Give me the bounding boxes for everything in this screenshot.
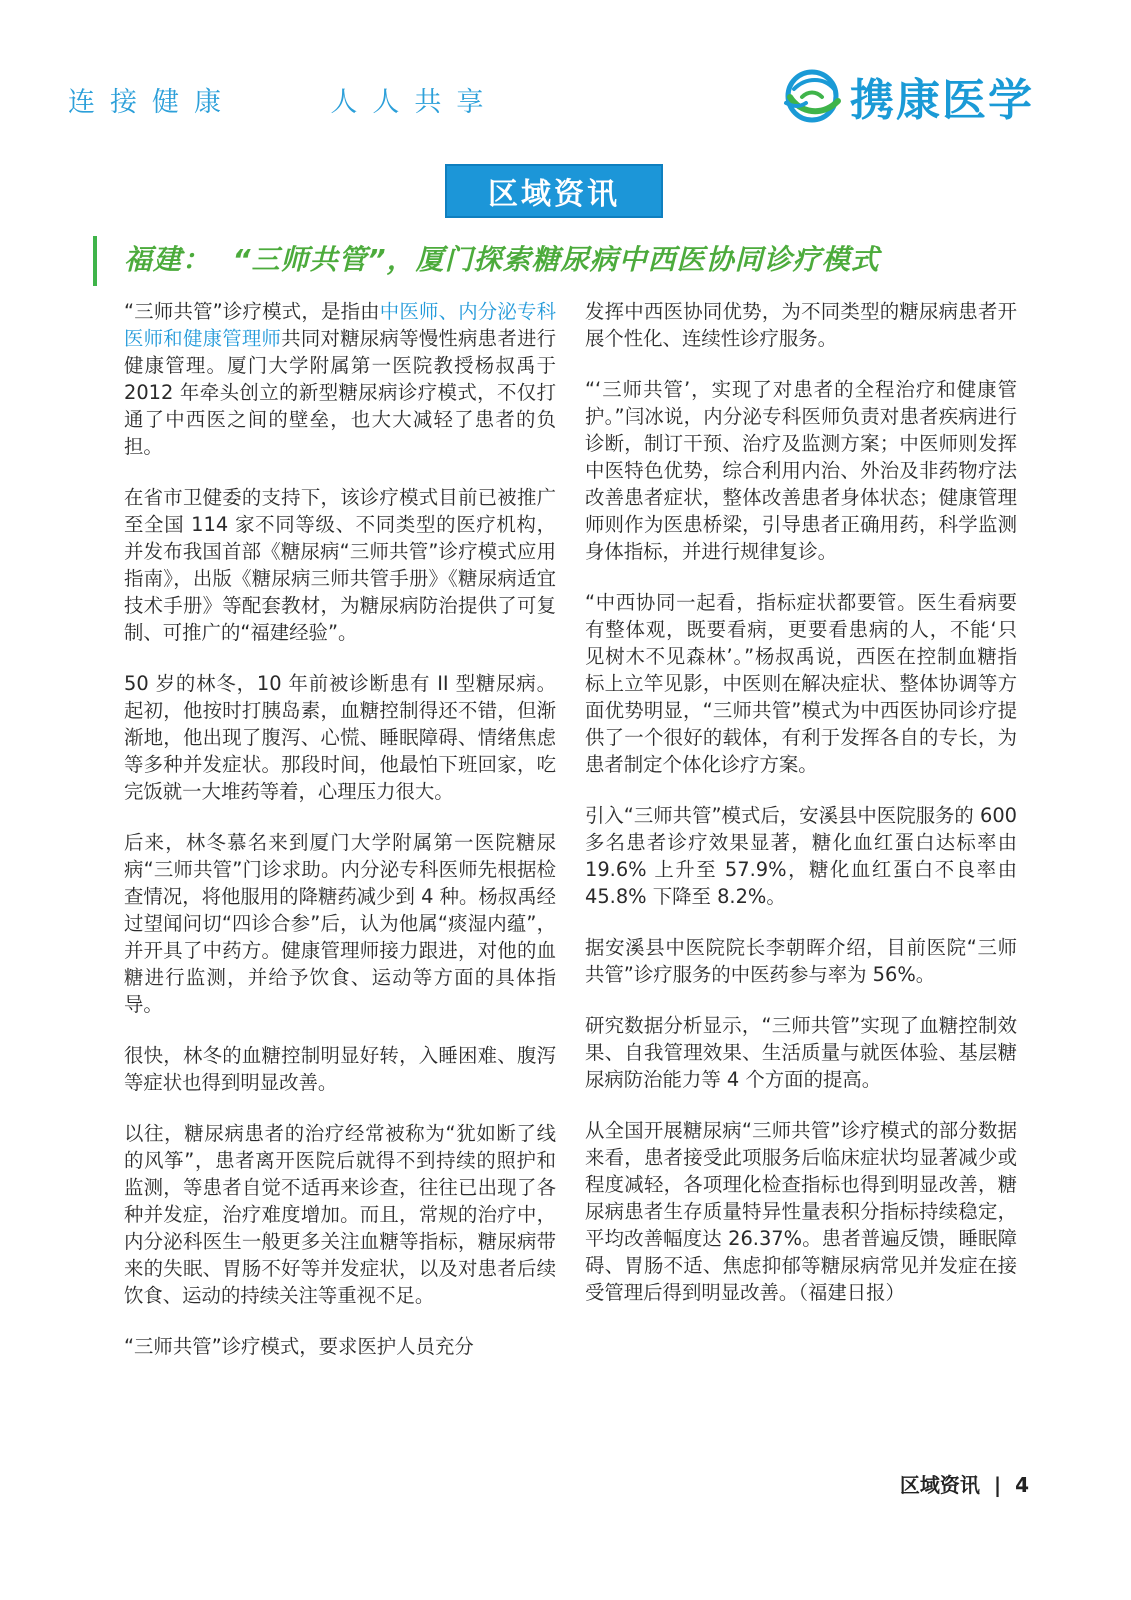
article-paragraph: 据安溪县中医院院长李朝晖介绍，目前医院“三师共管”诊疗服务的中医药参与率为 56%。 [585, 936, 1017, 986]
article-paragraph: “‘三师共管’，实现了对患者的全程治疗和健康管护。”闫冰说，内分泌专科医师负责对患者疾病进行诊断，制订干预、治疗及监测方案；中医师则发挥中医特色优势，综合利用内治、外治及非药物疗法改善患者症状，整体改善患者身体状态；健康管理师则作为医患桥梁，引导患者正确用药，科学监测身体指标，并进行规律复诊。 [585, 378, 1017, 563]
header-slogan: 连接健康 人人共享 [68, 87, 499, 118]
article-column-left [124, 298, 556, 1384]
article-paragraph: 研究数据分析显示，“三师共管”实现了血糖控制效果、自我管理效果、生活质量与就医体验、基层糖尿病防治能力等 4 个方面的提高。 [585, 1014, 1017, 1091]
article-paragraph: 在省市卫健委的支持下，该诊疗模式目前已被推广至全国 114 家不同等级、不同类型的医疗机构，并发布我国首部《糖尿病“三师共管”诊疗模式应用指南》，出版《糖尿病三师共管手册》《糖尿病适宜技术手册》等配套教材，为糖尿病防治提供了可复制、可推广的“福建经验”。 [124, 486, 556, 644]
article-paragraph: “三师共管”诊疗模式，要求医护人员充分 [124, 1335, 474, 1358]
article-paragraph: “三师共管”诊疗模式，是指由中医师、内分泌专科医师和健康管理师共同对糖尿病等慢性病患者进行健康管理。厦门大学附属第一医院教授杨叔禹于 2012 年牵头创立的新型糖尿病诊疗模式，不仅打通了中西医之间的壁垒，也大大减轻了患者的负担。 [124, 300, 557, 458]
page-footer [900, 1469, 1029, 1498]
article-paragraph: “中西协同一起看，指标症状都要管。医生看病要有整体观，既要看病，更要看患病的人，不能‘只见树木不见森林’。”杨叔禹说，西医在控制血糖指标上立竿见影，中医则在解决症状、整体协调等方面优势明显，“三师共管”模式为中西医协同诊疗提供了一个很好的载体，有利于发挥各自的专长，为患者制定个体化诊疗方案。 [585, 591, 1017, 776]
page-number: 4 [1015, 1473, 1029, 1497]
article-paragraph: 后来，林冬慕名来到厦门大学附属第一医院糖尿病“三师共管”门诊求助。内分泌专科医师先根据检查情况，将他服用的降糖药减少到 4 种。杨叔禹经过望闻问切“四诊合参”后，认为他属“痰湿内蕴”，并开具了中药方。健康管理师接力跟进，对他的血糖进行监测，并给予饮食、运动等方面的具体指导。 [124, 831, 556, 1016]
article-paragraph: 50 岁的林冬，10 年前被诊断患有 II 型糖尿病。起初，他按时打胰岛素，血糖控制得还不错，但渐渐地，他出现了腹泻、心慌、睡眠障碍、情绪焦虑等多种并发症状。那段时间，他最怕下班回家，吃完饭就一大堆药等着，心理压力很大。 [124, 672, 556, 803]
brand-logo [782, 66, 1034, 126]
brand-name: 携康医学 [850, 75, 1034, 126]
highlighted-text: 中医师、内分泌专科医师和健康管理师 [124, 300, 557, 350]
article-paragraph: 很快，林冬的血糖控制明显好转，入睡困难、腹泻等症状也得到明显改善。 [124, 1044, 556, 1094]
article-paragraph: 以往，糖尿病患者的治疗经常被称为“犹如断了线的风筝”，患者离开医院后就得不到持续的照护和监测，等患者自觉不适再来诊查，往往已出现了各种并发症，治疗难度增加。而且，常规的治疗中，内分泌科医生一般更多关注血糖等指标，糖尿病带来的失眠、胃肠不好等并发症状，以及对患者后续饮食、运动的持续关注等重视不足。 [124, 1122, 556, 1307]
footer-separator: | [993, 1473, 1002, 1497]
article-paragraph: 发挥中西医协同优势，为不同类型的糖尿病患者开展个性化、连续性诊疗服务。 [585, 300, 1017, 350]
article-paragraph: 引入“三师共管”模式后，安溪县中医院服务的 600 多名患者诊疗效果显著，糖化血红蛋白达标率由 19.6% 上升至 57.9%，糖化血红蛋白不良率由 45.8% 下降至 8.2%。 [585, 804, 1017, 908]
article-paragraph: 从全国开展糖尿病“三师共管”诊疗模式的部分数据来看，患者接受此项服务后临床症状均显著减少或程度减轻，各项理化检查指标也得到明显改善，糖尿病患者生存质量特异性量表积分指标持续稳定，平均改善幅度达 26.37%。患者普遍反馈，睡眠障碍、胃肠不适、焦虑抑郁等糖尿病常见并发症在接受管理后得到明显改善。（福建日报） [585, 1119, 1017, 1304]
article-headline: 福建： “三师共管”，厦门探索糖尿病中西医协同诊疗模式 [124, 243, 880, 276]
section-badge: 区域资讯 [445, 164, 663, 218]
hands-circle-logo-icon [782, 67, 844, 125]
headline-accent-bar [93, 236, 97, 286]
article-column-right [585, 298, 1017, 1330]
footer-section-label: 区域资讯 [899, 1473, 980, 1497]
